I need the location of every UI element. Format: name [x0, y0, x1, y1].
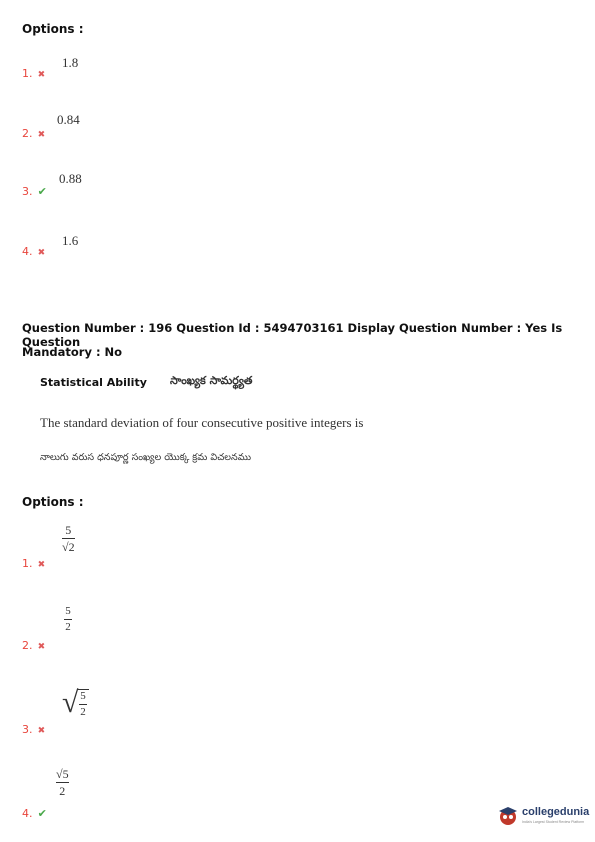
option-2-row — [22, 634, 45, 653]
wrong-mark-icon: ✖ — [37, 70, 46, 80]
option-number: 1. — [22, 557, 33, 570]
wrong-mark-icon: ✖ — [37, 130, 46, 140]
option-value: 0.84 — [57, 112, 80, 127]
wrong-mark-icon: ✖ — [37, 642, 46, 652]
denominator: 2 — [65, 621, 71, 633]
options-heading-2: Options : — [22, 495, 84, 509]
wrong-mark-icon: ✖ — [37, 560, 46, 570]
option-1-row — [22, 552, 45, 571]
question-meta-line2: Mandatory : No — [22, 345, 123, 359]
graduate-icon — [497, 804, 519, 826]
option-number: 4. — [22, 245, 33, 258]
denominator: 2 — [59, 784, 66, 798]
fraction-option-1 — [62, 524, 75, 553]
option-value: 1.8 — [62, 55, 79, 70]
question-meta-line1: Question Number : 196 Question Id : 5494703161 Display Question Number : Yes Is Question — [22, 321, 563, 349]
fraction-bar — [64, 619, 72, 620]
option-value: 0.88 — [59, 171, 82, 186]
check-mark-icon: ✔ — [37, 807, 47, 820]
subject-telugu: సాంఖ్యక సామర్థ్యత — [170, 374, 253, 387]
option-number: 2. — [22, 127, 33, 140]
denominator: 2 — [80, 706, 86, 718]
option-3-row — [22, 718, 45, 737]
denominator: √2 — [62, 540, 75, 554]
option-number: 3. — [22, 723, 33, 736]
option-4-row — [22, 802, 47, 821]
fraction-bar — [79, 704, 87, 705]
collegedunia-logo — [497, 803, 589, 829]
wrong-mark-icon: ✖ — [37, 726, 46, 736]
option-4-row — [22, 240, 45, 259]
fraction-bar — [56, 782, 69, 783]
option-number: 3. — [22, 185, 33, 198]
radical-sign: √ — [62, 686, 79, 719]
numerator: 5 — [65, 523, 72, 537]
option-3-row — [22, 180, 47, 199]
numerator: √5 — [56, 767, 69, 781]
subject-english: Statistical Ability — [40, 376, 147, 389]
logo-tagline: India's Largest Student Review Platform — [522, 820, 585, 824]
option-value: 1.6 — [62, 233, 79, 248]
fraction-option-4 — [56, 768, 69, 797]
option-1-row — [22, 62, 45, 81]
logo-name: collegedunia — [522, 806, 590, 818]
question-text-telugu: నాలుగు వరుస ధనపూర్ణ సంఖ్యల యొక్క క్రమ విచలనము — [40, 452, 252, 463]
option-2-row — [22, 122, 45, 141]
fraction-option-2 — [64, 606, 72, 633]
option-number: 4. — [22, 807, 33, 820]
fraction-bar — [62, 538, 75, 539]
fraction-option-3 — [77, 691, 89, 718]
question-text-english: The standard deviation of four consecutive positive integers is — [40, 415, 364, 430]
check-mark-icon: ✔ — [37, 185, 47, 198]
numerator: 5 — [80, 690, 86, 702]
option-number: 2. — [22, 639, 33, 652]
option-number: 1. — [22, 67, 33, 80]
options-heading-1: Options : — [22, 22, 84, 36]
wrong-mark-icon: ✖ — [37, 248, 46, 258]
numerator: 5 — [65, 605, 71, 617]
